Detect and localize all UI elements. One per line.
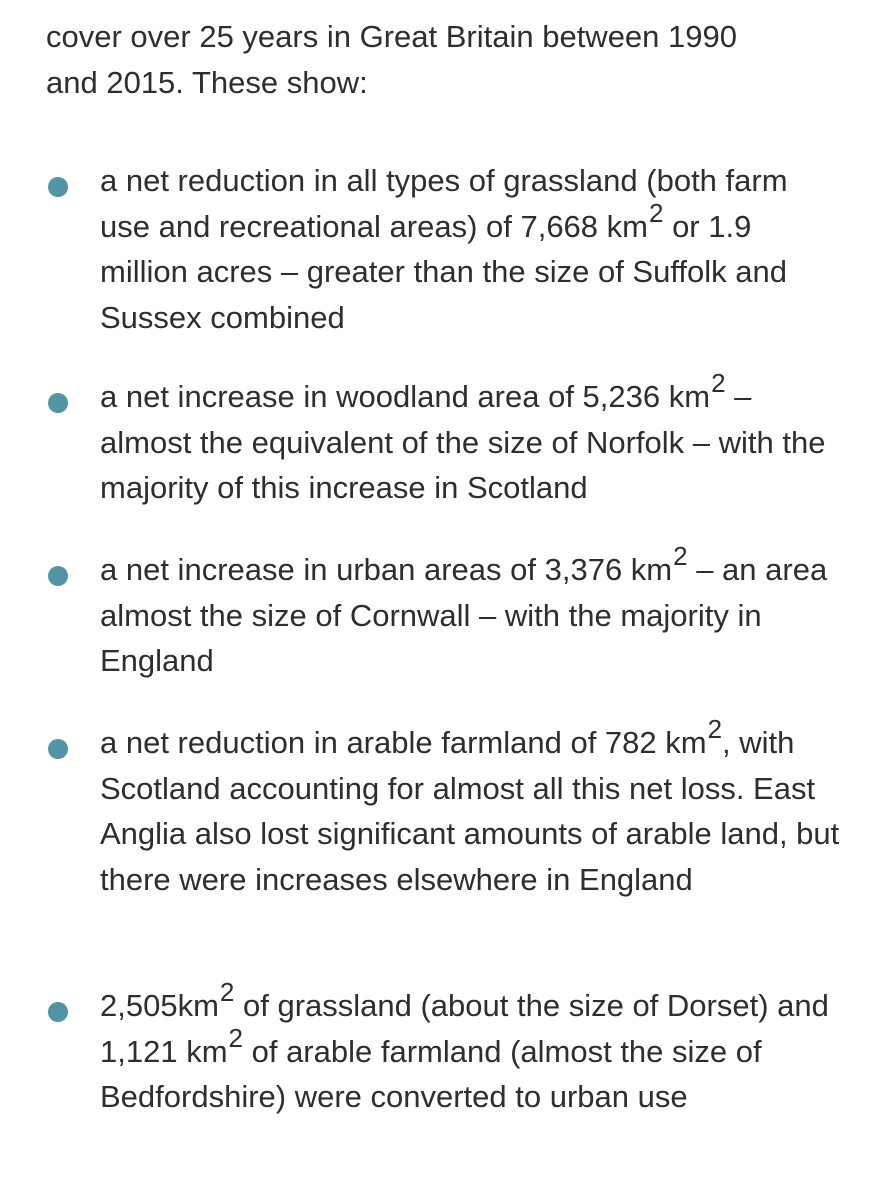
intro-line-1: cover over 25 years in Great Britain between 1990 bbox=[46, 19, 737, 54]
bullet-dot-icon bbox=[48, 739, 68, 759]
list-item-text-part: a net reduction in arable farmland of 782 km bbox=[100, 725, 707, 760]
list-item-text-part: or 1.9 million acres – greater than the size of Suffolk and Sussex combined bbox=[100, 208, 787, 335]
superscript: 2 bbox=[711, 368, 726, 398]
bullet-dot-icon bbox=[48, 177, 68, 197]
intro-line-2: and 2015. These show: bbox=[46, 65, 368, 100]
list-item-text-part: a net reduction in all types of grassland (both farm use and recreational areas) of 7,668 km bbox=[100, 163, 788, 244]
list-item-text bbox=[100, 158, 845, 340]
list-item-text-part: a net increase in woodland area of 5,236 km bbox=[100, 379, 711, 414]
list-item-text bbox=[100, 541, 845, 684]
list-item-text-part: of arable farmland (almost the size of Bedfordshire) were converted to urban use bbox=[100, 1033, 762, 1114]
list-item-text-part: – almost the equivalent of the size of Norfolk – with the majority of this increase in Scotland bbox=[100, 379, 826, 505]
list-item-text bbox=[100, 977, 845, 1120]
list-item-text-part: 2,505km bbox=[100, 988, 219, 1023]
bullet-dot-icon bbox=[48, 1002, 68, 1022]
superscript: 2 bbox=[707, 714, 723, 744]
list-item-text-part: a net increase in urban areas of 3,376 km bbox=[100, 552, 673, 587]
bullet-dot-icon bbox=[48, 393, 68, 413]
bullet-dot-icon bbox=[48, 566, 68, 586]
list-item-text-part: , with Scotland accounting for almost all this net loss. East Anglia also lost significant amounts of arable land, but there were increases elsewhere in England bbox=[100, 725, 840, 897]
list-item-text-part: – an area almost the size of Cornwall – with the majority in England bbox=[100, 552, 828, 678]
list-item-text bbox=[100, 368, 845, 511]
intro-paragraph bbox=[46, 14, 866, 106]
superscript: 2 bbox=[228, 1022, 243, 1053]
superscript: 2 bbox=[673, 541, 688, 571]
list-item-text bbox=[100, 714, 845, 902]
superscript: 2 bbox=[219, 977, 235, 1007]
list-item-text-part: of grassland (about the size of Dorset) and 1,121 km bbox=[100, 988, 829, 1069]
superscript: 2 bbox=[648, 197, 664, 228]
